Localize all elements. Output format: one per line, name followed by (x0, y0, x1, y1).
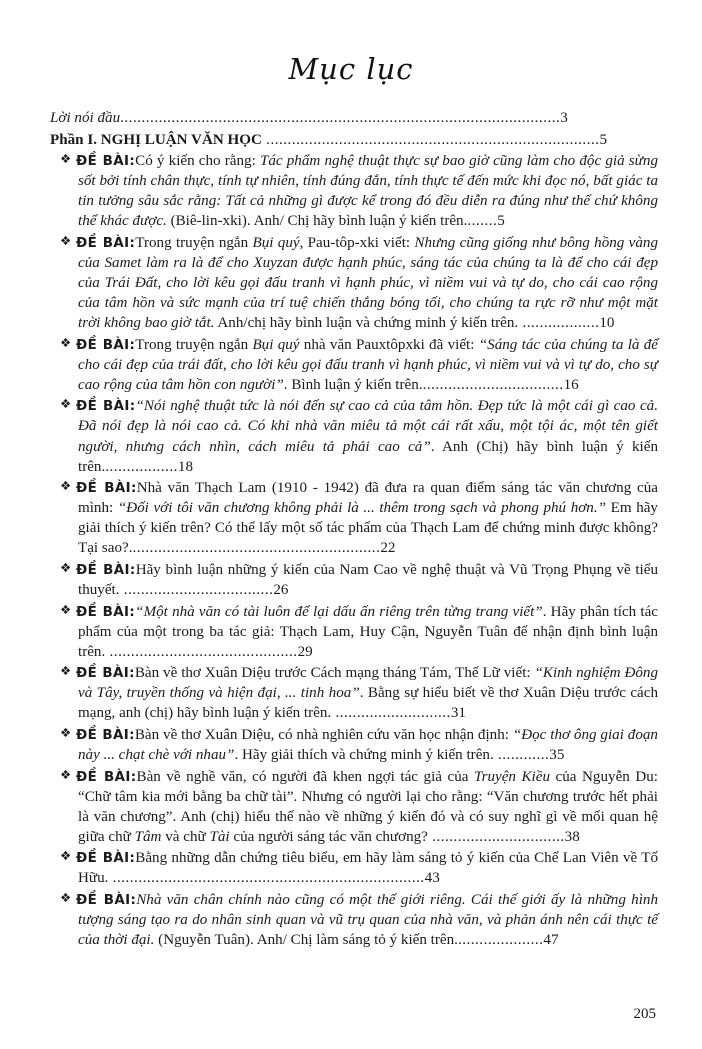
toc-entry-page: 31 (450, 705, 466, 722)
toc-entry-text-mid: , Pau-tôp-xki viết: (299, 234, 415, 251)
toc-entry-keyword-tai: Tài (209, 828, 230, 845)
diamond-bullet-icon: ❖ (60, 232, 72, 248)
dot-leader: .................... (457, 932, 544, 948)
toc-entry-text-mid: nhà văn Pauxtôpxki đã viết: (299, 336, 479, 353)
toc-entry[interactable] (44, 396, 658, 476)
dot-leader: ................. (105, 458, 178, 475)
toc-entry-text-tail: (Nguyễn Tuân). Anh/ Chị làm sáng tỏ ý kiến trên. (154, 932, 458, 948)
toc-entry-text-tail: . Bình luận ý kiến trên. (283, 376, 423, 393)
toc-entry[interactable] (44, 151, 658, 231)
diamond-bullet-icon: ❖ (60, 601, 72, 617)
diamond-bullet-icon: ❖ (60, 334, 72, 350)
toc-entry-text: Nhà văn Thạch Lam (1910 - 1942) đã đưa ra quan điểm sáng tác văn chương của mình: (78, 480, 658, 517)
toc-entry-text-tail: . Hãy giải thích và chứng minh ý kiến trên. (234, 746, 494, 763)
toc-entry-heading: ĐỀ BÀI: (76, 892, 137, 908)
diamond-bullet-icon: ❖ (60, 559, 72, 575)
toc-entry-heading: ĐỀ BÀI: (76, 399, 136, 415)
toc-entry[interactable] (44, 767, 658, 847)
toc-entry-text: Trong truyện ngắn (135, 336, 253, 353)
diamond-bullet-icon: ❖ (60, 724, 72, 740)
dot-leader: .......................................................... (132, 540, 381, 557)
dot-leader: ............................................ (105, 643, 298, 660)
toc-entry-heading: ĐỀ BÀI: (76, 727, 135, 743)
toc-entry-page: 43 (424, 870, 440, 887)
toc-entry-text: Hãy bình luận những ý kiến của Nam Cao về nghệ thuật và Vũ Trọng Phụng về tiểu thuyết. (78, 561, 658, 598)
toc-entry-page: 47 (543, 932, 559, 948)
dot-leader: ............................... (427, 828, 565, 845)
toc-entry-text: Bàn về nghề văn, có người đã khen ngợi tác giả của (136, 768, 475, 785)
toc-entry-text-tail: . Hãy phân tích tác phẩm của một trong ba tác giả: Thạch Lam, Huy Cận, Nguyễn Tuân để nhận định bình luận trên. (78, 603, 658, 660)
toc-entry-text-tail: Anh/chị hãy bình luận và chứng minh ý kiến trên. (214, 315, 519, 332)
diamond-bullet-icon: ❖ (60, 478, 72, 494)
toc-entry-quote: “Nói nghệ thuật tức là nói đến sự cao cả của tâm hồn. Đẹp tức là một cái gì cao cả. Đã nói đẹp là nói cao cả. Có khi nhà văn miêu tả một cái rất xấu, một tội ác, một tên giết người, nhưng cách nhìn, cách miêu tả phải cao cả” (78, 398, 658, 455)
dot-leader: .............................................................................. (261, 131, 600, 148)
toc-entry-heading: ĐỀ BÀI: (76, 235, 136, 251)
toc-entry-label: Phần I. NGHỊ LUẬN VĂN HỌC (50, 131, 262, 148)
diamond-bullet-icon: ❖ (60, 396, 72, 412)
diamond-bullet-icon: ❖ (60, 663, 72, 679)
toc-entry-work-title: Bụi quý (252, 234, 300, 251)
toc-entry-quote: “Kinh nghiệm Đông và Tây, truyền thống và hiện đại, ... tinh hoa” (78, 665, 658, 702)
toc-entry-page: 35 (549, 746, 565, 763)
diamond-bullet-icon: ❖ (60, 889, 72, 905)
dot-leader: ........................... (331, 705, 451, 722)
toc-entry-text: Trong truyện ngắn (135, 234, 253, 251)
toc-entry-page: 3 (560, 110, 568, 126)
toc-entry-text: Bàn về thơ Xuân Diệu, có nhà nghiên cứu văn học nhận định: (134, 726, 513, 743)
toc-entry-page: 5 (599, 131, 608, 148)
diamond-bullet-icon: ❖ (60, 848, 72, 864)
toc-entry-heading: ĐỀ BÀI: (76, 666, 135, 682)
dot-leader: ......................................................................... (108, 870, 425, 887)
toc-entry-page: 26 (273, 581, 289, 598)
toc-entry-text-tail: . Anh (Chị) hãy bình luận ý kiến trên. (78, 438, 658, 475)
toc-entry[interactable] (44, 130, 658, 150)
toc-entry-quote: “Đọc thơ ông giai đoạn này ... chạt chè với nhau” (78, 726, 658, 763)
toc-entry-quote: “Sáng tác của chúng ta là để cho cái đẹp của trái đất, cho lời kêu gọi đấu tranh vì hạnh phúc, vì niềm vui và vì tự do, cho sự cao rộng của tâm hồn con người” (78, 336, 658, 393)
page-title: Mục lục (288, 52, 414, 86)
toc-entry-quote: Nhà văn chân chính nào cũng có một thế giới riêng. Cái thế giới ấy là những hình tượng sáng tạo ra do nhân sinh quan và vũ trụ quan của nhà văn, và phản ánh nên cái thực tế của thời đại. (78, 891, 658, 948)
toc-entry-text: Bàn về thơ Xuân Diệu trước Cách mạng tháng Tám, Thế Lữ viết: (134, 665, 535, 682)
toc-entry-heading: ĐỀ BÀI: (76, 604, 136, 620)
toc-entry-work-title: Bụi quý (252, 336, 300, 353)
diamond-bullet-icon: ❖ (60, 766, 72, 782)
toc-entry-heading: ĐỀ BÀI: (76, 337, 136, 353)
toc-entry[interactable] (44, 478, 658, 558)
toc-entry-quote: “Một nhà văn có tài luôn để lại dấu ấn riêng trên từng trang viết” (135, 603, 543, 620)
toc-entry-text-mid: của Nguyễn Du: “Chữ tâm kia mới bằng ba chữ tài”. Nhưng có người lại cho rằng: “Văn chương trước hết phải là văn chương”. Anh (chị) hiểu thế nào về những ý kiến đó và có suy nghĩ gì về mối quan hệ giữa chữ (78, 768, 658, 845)
toc-entry-text: Bằng những dẫn chứng tiêu biểu, em hãy làm sáng tỏ ý kiến của Chế Lan Viên về Tố Hữu. (78, 850, 658, 887)
toc-entry[interactable] (44, 335, 658, 395)
toc-entry-page: 16 (563, 376, 579, 393)
toc-entry-page: 38 (564, 828, 580, 845)
toc-entry-page: 5 (497, 213, 505, 230)
toc-entry[interactable] (44, 663, 658, 723)
toc-entry-page: 18 (177, 458, 193, 475)
toc-entry-text: Có ý kiến cho rằng: (135, 153, 260, 170)
toc-entry-label: Lời nói đầu (50, 110, 121, 126)
dot-leader: ....................................................................................................... (120, 110, 561, 126)
toc-entry-heading: ĐỀ BÀI: (76, 154, 136, 170)
toc-entry[interactable] (44, 725, 658, 765)
dot-leader: ................................. (422, 376, 564, 393)
toc-entry-text-tail: Em hãy giải thích ý kiến trên? Có thể lấy một số tác phẩm của Thạch Lam để chứng minh được không? Tại sao?. (78, 500, 658, 557)
toc-entry-heading: ĐỀ BÀI: (76, 481, 137, 497)
toc-entry[interactable] (44, 233, 658, 333)
toc-entry-quote: “Đối với tôi văn chương không phải là ... thêm trong sạch và phong phú hơn.” (117, 500, 607, 517)
dot-leader: ............ (493, 746, 550, 763)
toc-entry-text-mid2: và chữ (161, 828, 210, 845)
toc-entry-heading: ĐỀ BÀI: (76, 562, 136, 578)
table-of-contents (44, 108, 658, 950)
dot-leader: ....... (467, 213, 498, 230)
toc-entry-work-title: Truyện Kiều (474, 768, 550, 785)
toc-entry-heading: ĐỀ BÀI: (76, 769, 137, 785)
dot-leader: .................. (518, 315, 600, 332)
toc-entry-page: 10 (599, 315, 615, 332)
toc-entry-page: 22 (380, 540, 396, 557)
toc-entry[interactable] (44, 890, 658, 950)
toc-entry[interactable] (44, 108, 658, 128)
page-number: 205 (633, 1006, 656, 1022)
toc-entry-quote: Tác phẩm nghệ thuật thực sự bao giờ cũng làm cho độc giả sừng sốt bởi tính chân thực, tính tự nhiên, tính đúng đắn, tính thực tế đến mức khi đọc nó, bất giác ta tin tưởng sâu sắc rằng: Tất cả những gì được kể trong đó đều diễn ra đúng như thế chứ không thể khác được. (78, 153, 658, 230)
toc-entry-text-tail: của người sáng tác văn chương? (229, 828, 428, 845)
toc-entry-keyword-tam: Tâm (134, 828, 162, 845)
toc-entry-text-tail: . Bằng sự hiểu biết về thơ Xuân Diệu trước cách mạng, anh (chị) hãy bình luận ý kiến trên. (78, 685, 658, 722)
toc-entry-page: 29 (297, 643, 313, 660)
toc-entry-text-tail: (Biê-lin-xki). Anh/ Chị hãy bình luận ý kiến trên. (166, 213, 468, 230)
diamond-bullet-icon: ❖ (60, 151, 72, 167)
toc-entry[interactable] (44, 848, 658, 888)
toc-entry-heading: ĐỀ BÀI: (76, 851, 136, 867)
dot-leader: ................................... (119, 581, 274, 598)
toc-entry-quote: Nhưng cũng giống như bông hồng vàng của Samet làm ra là để cho Xuyzan được hạnh phúc, sáng tác của chúng ta là để cho cái đẹp của Trái Đất, cho lời kêu gọi đấu tranh vì hạnh phúc, vì niềm vui và tự do, cho cái cao rộng của tâm hồn và sức mạnh của trí tuệ chiến thắng bóng tối, cho chúng ta rực rỡ như một mặt trời không bao giờ tắt. (78, 234, 659, 332)
toc-entry[interactable] (44, 602, 658, 662)
toc-entry[interactable] (44, 560, 658, 600)
